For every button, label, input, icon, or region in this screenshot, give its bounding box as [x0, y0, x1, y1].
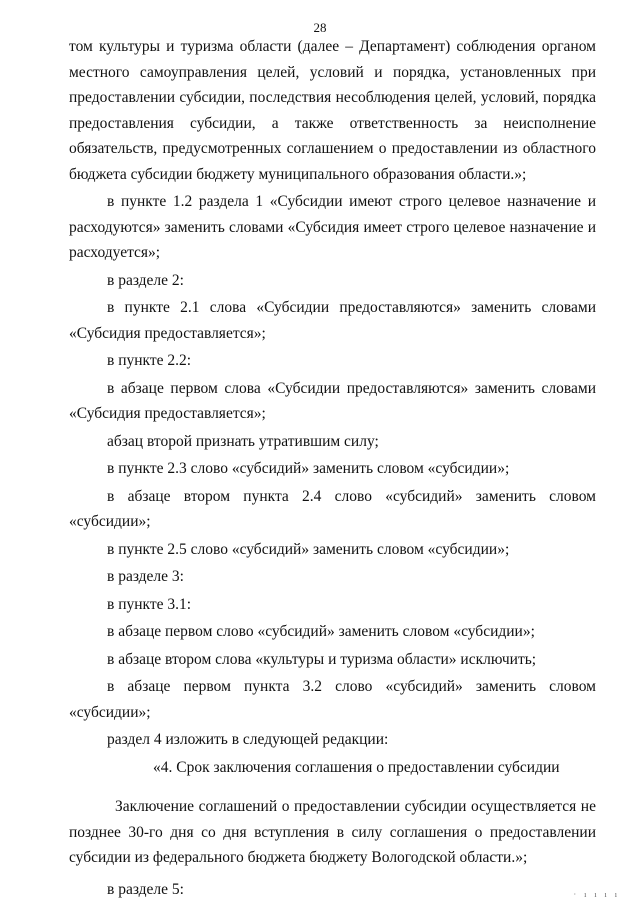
paragraph-item-3-1: в пункте 3.1: — [107, 595, 192, 613]
paragraph-item-2-4: в абзаце втором пункта 2.4 слово «субсидий» заменить словом «субсидии»; — [69, 487, 596, 530]
paragraph-item-3-2: в абзаце первом пункта 3.2 слово «субсидий» заменить словом «субсидии»; — [69, 678, 596, 721]
paragraph-section-2: в разделе 2: — [107, 271, 184, 289]
document-body — [69, 34, 596, 904]
paragraph-section-4: раздел 4 изложить в следующей редакции: — [107, 731, 389, 748]
paragraph-section-4-body: Заключение соглашений о предоставлении субсидии осуществляется не позднее 30-го дня со дня вступления в силу соглашения о предоставлении субсидии из федерального бюджета бюджету Вологодской области.»; — [69, 798, 596, 866]
paragraph-item-2-2-first: в абзаце первом слова «Субсидии предоставляются» заменить словами «Субсидия предоставляется»; — [69, 379, 596, 422]
paragraph-item-3-1-first: в абзаце первом слово «субсидий» заменить словом «субсидии»; — [107, 623, 535, 640]
paragraph-section-3: в разделе 3: — [107, 568, 184, 585]
paragraph-item-2-2-second: абзац второй признать утратившим силу; — [107, 432, 379, 450]
paragraph-continuation: том культуры и туризма области (далее – Департамент) соблюдения органом местного самоуправления целей, условий и порядка, установленных при предоставлении субсидии, последствия несоблюдения целей, условий, порядка предоставления субсидии, а также ответственность за неисполнение обязательств, предусмотренных соглашением о предоставлении из областного бюджета субсидии бюджету муниципального образования области.»; — [69, 38, 596, 183]
paragraph-item-3-1-second: в абзаце втором слова «культуры и туризма области» исключить; — [107, 650, 537, 668]
page-number: 28 — [313, 20, 327, 35]
scan-marks: · ı ı ı ı — [573, 890, 620, 899]
paragraph-item-2-1: в пункте 2.1 слова «Субсидии предоставляются» заменить словами «Субсидия предоставляется»; — [69, 299, 596, 342]
paragraph-item-2-5: в пункте 2.5 слово «субсидий» заменить словом «субсидии»; — [107, 540, 510, 558]
paragraph-section-5: в разделе 5: — [107, 880, 184, 898]
section-heading: «4. Срок заключения соглашения о предоставлении субсидии — [153, 758, 560, 776]
paragraph-item-2-2: в пункте 2.2: — [107, 352, 192, 369]
paragraph-item-2-3: в пункте 2.3 слово «субсидий» заменить словом «субсидии»; — [107, 460, 510, 477]
paragraph-item-1-2: в пункте 1.2 раздела 1 «Субсидии имеют строго целевое назначение и расходуются» заменить словами «Субсидия имеет строго целевое назначение и расходуется»; — [69, 193, 596, 261]
